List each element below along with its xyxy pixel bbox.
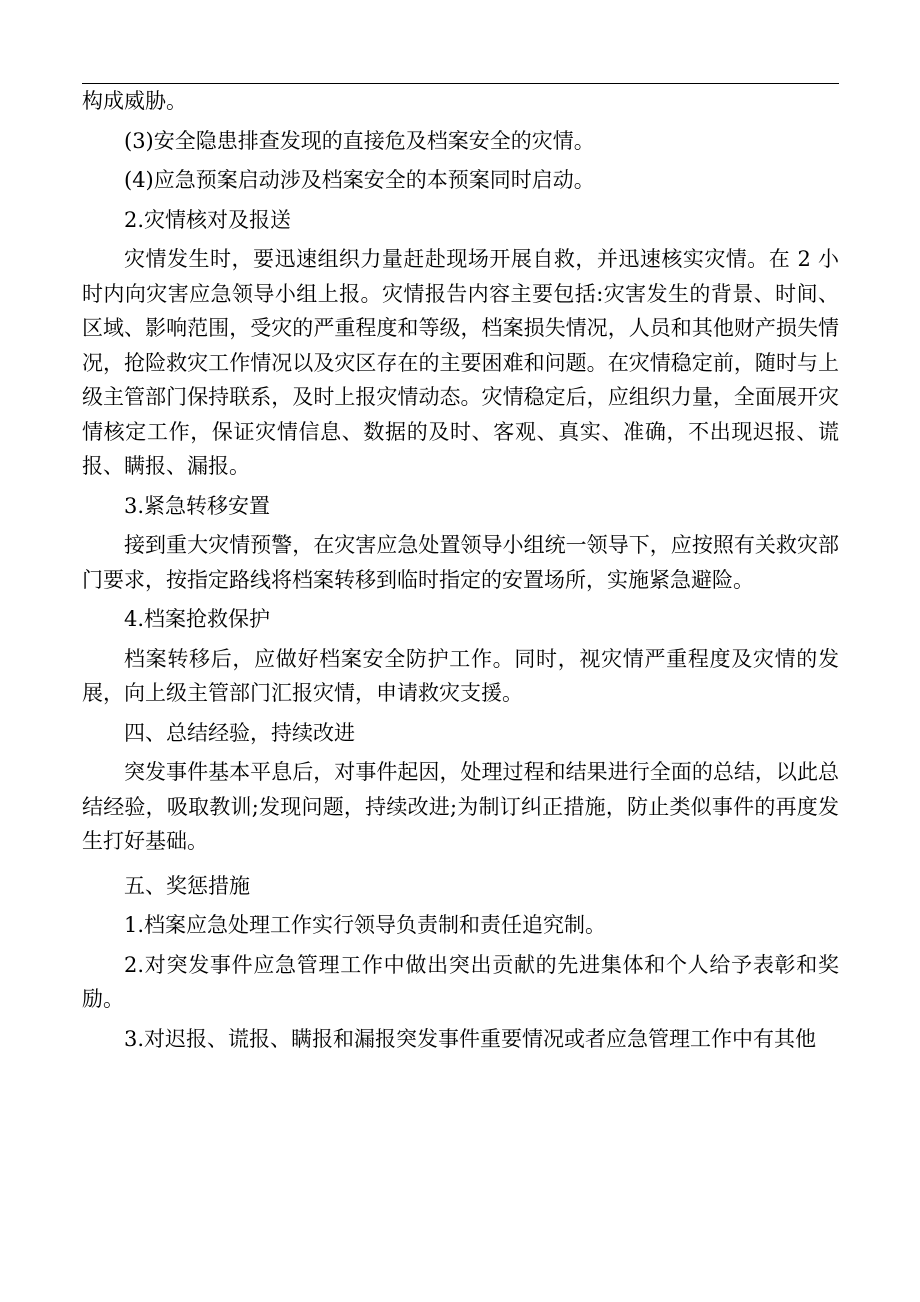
reward-item-2: 2.对突发事件应急管理工作中做出突出贡献的先进集体和个人给予表彰和奖励。 [82,952,839,1011]
list-item-4: (4)应急预案启动涉及档案安全的本预案同时启动。 [124,168,595,192]
section-heading-archive-rescue: 4.档案抢救保护 [124,607,271,631]
paragraph-disaster-report: 灾情发生时，要迅速组织力量赶赴现场开展自救，并迅速核实灾情。在 2 小时内向灾害应急领导小组上报。灾情报告内容主要包括:灾害发生的背景、时间、区域、影响范围，受灾的严重程度和等级，档案损失情况，人员和其他财产损失情况，抢险救灾工作情况以及灾区存在的主要困难和问题。在灾情稳定前，随时与上级主管部门保持联系，及时上报灾情动态。灾情稳定后，应组织力量，全面展开灾情核定工作，保证灾情信息、数据的及时、客观、真实、准确，不出现迟报、谎报、瞒报、漏报。 [82,247,839,478]
document-body [82,84,839,1056]
list-item-3: (3)安全隐患排查发现的直接危及档案安全的灾情。 [124,128,595,153]
section-heading-summary: 四、总结经验，持续改进 [124,720,355,745]
reward-item-1: 1.档案应急处理工作实行领导负责制和责任追究制。 [124,913,607,937]
paragraph-summary: 突发事件基本平息后，对事件起因，处理过程和结果进行全面的总结，以此总结经验，吸取教训;发现问题，持续改进;为制订纠正措施，防止类似事件的再度发生打好基础。 [82,760,839,853]
paragraph-archive-rescue: 档案转移后，应做好档案安全防护工作。同时，视灾情严重程度及灾情的发展，向上级主管部门汇报灾情，申请救灾支援。 [82,646,839,705]
section-heading-rewards: 五、奖惩措施 [124,873,250,898]
paragraph-continuation: 构成威胁。 [82,89,187,113]
section-heading-disaster-report: 2.灾情核对及报送 [124,207,292,232]
section-heading-emergency-transfer: 3.紧急转移安置 [124,493,271,518]
reward-item-3: 3.对迟报、谎报、瞒报和漏报突发事件重要情况或者应急管理工作中有其他 [124,1026,817,1051]
paragraph-emergency-transfer: 接到重大灾情预警，在灾害应急处置领导小组统一领导下，应按照有关救灾部门要求，按指定路线将档案转移到临时指定的安置场所，实施紧急避险。 [82,533,839,592]
